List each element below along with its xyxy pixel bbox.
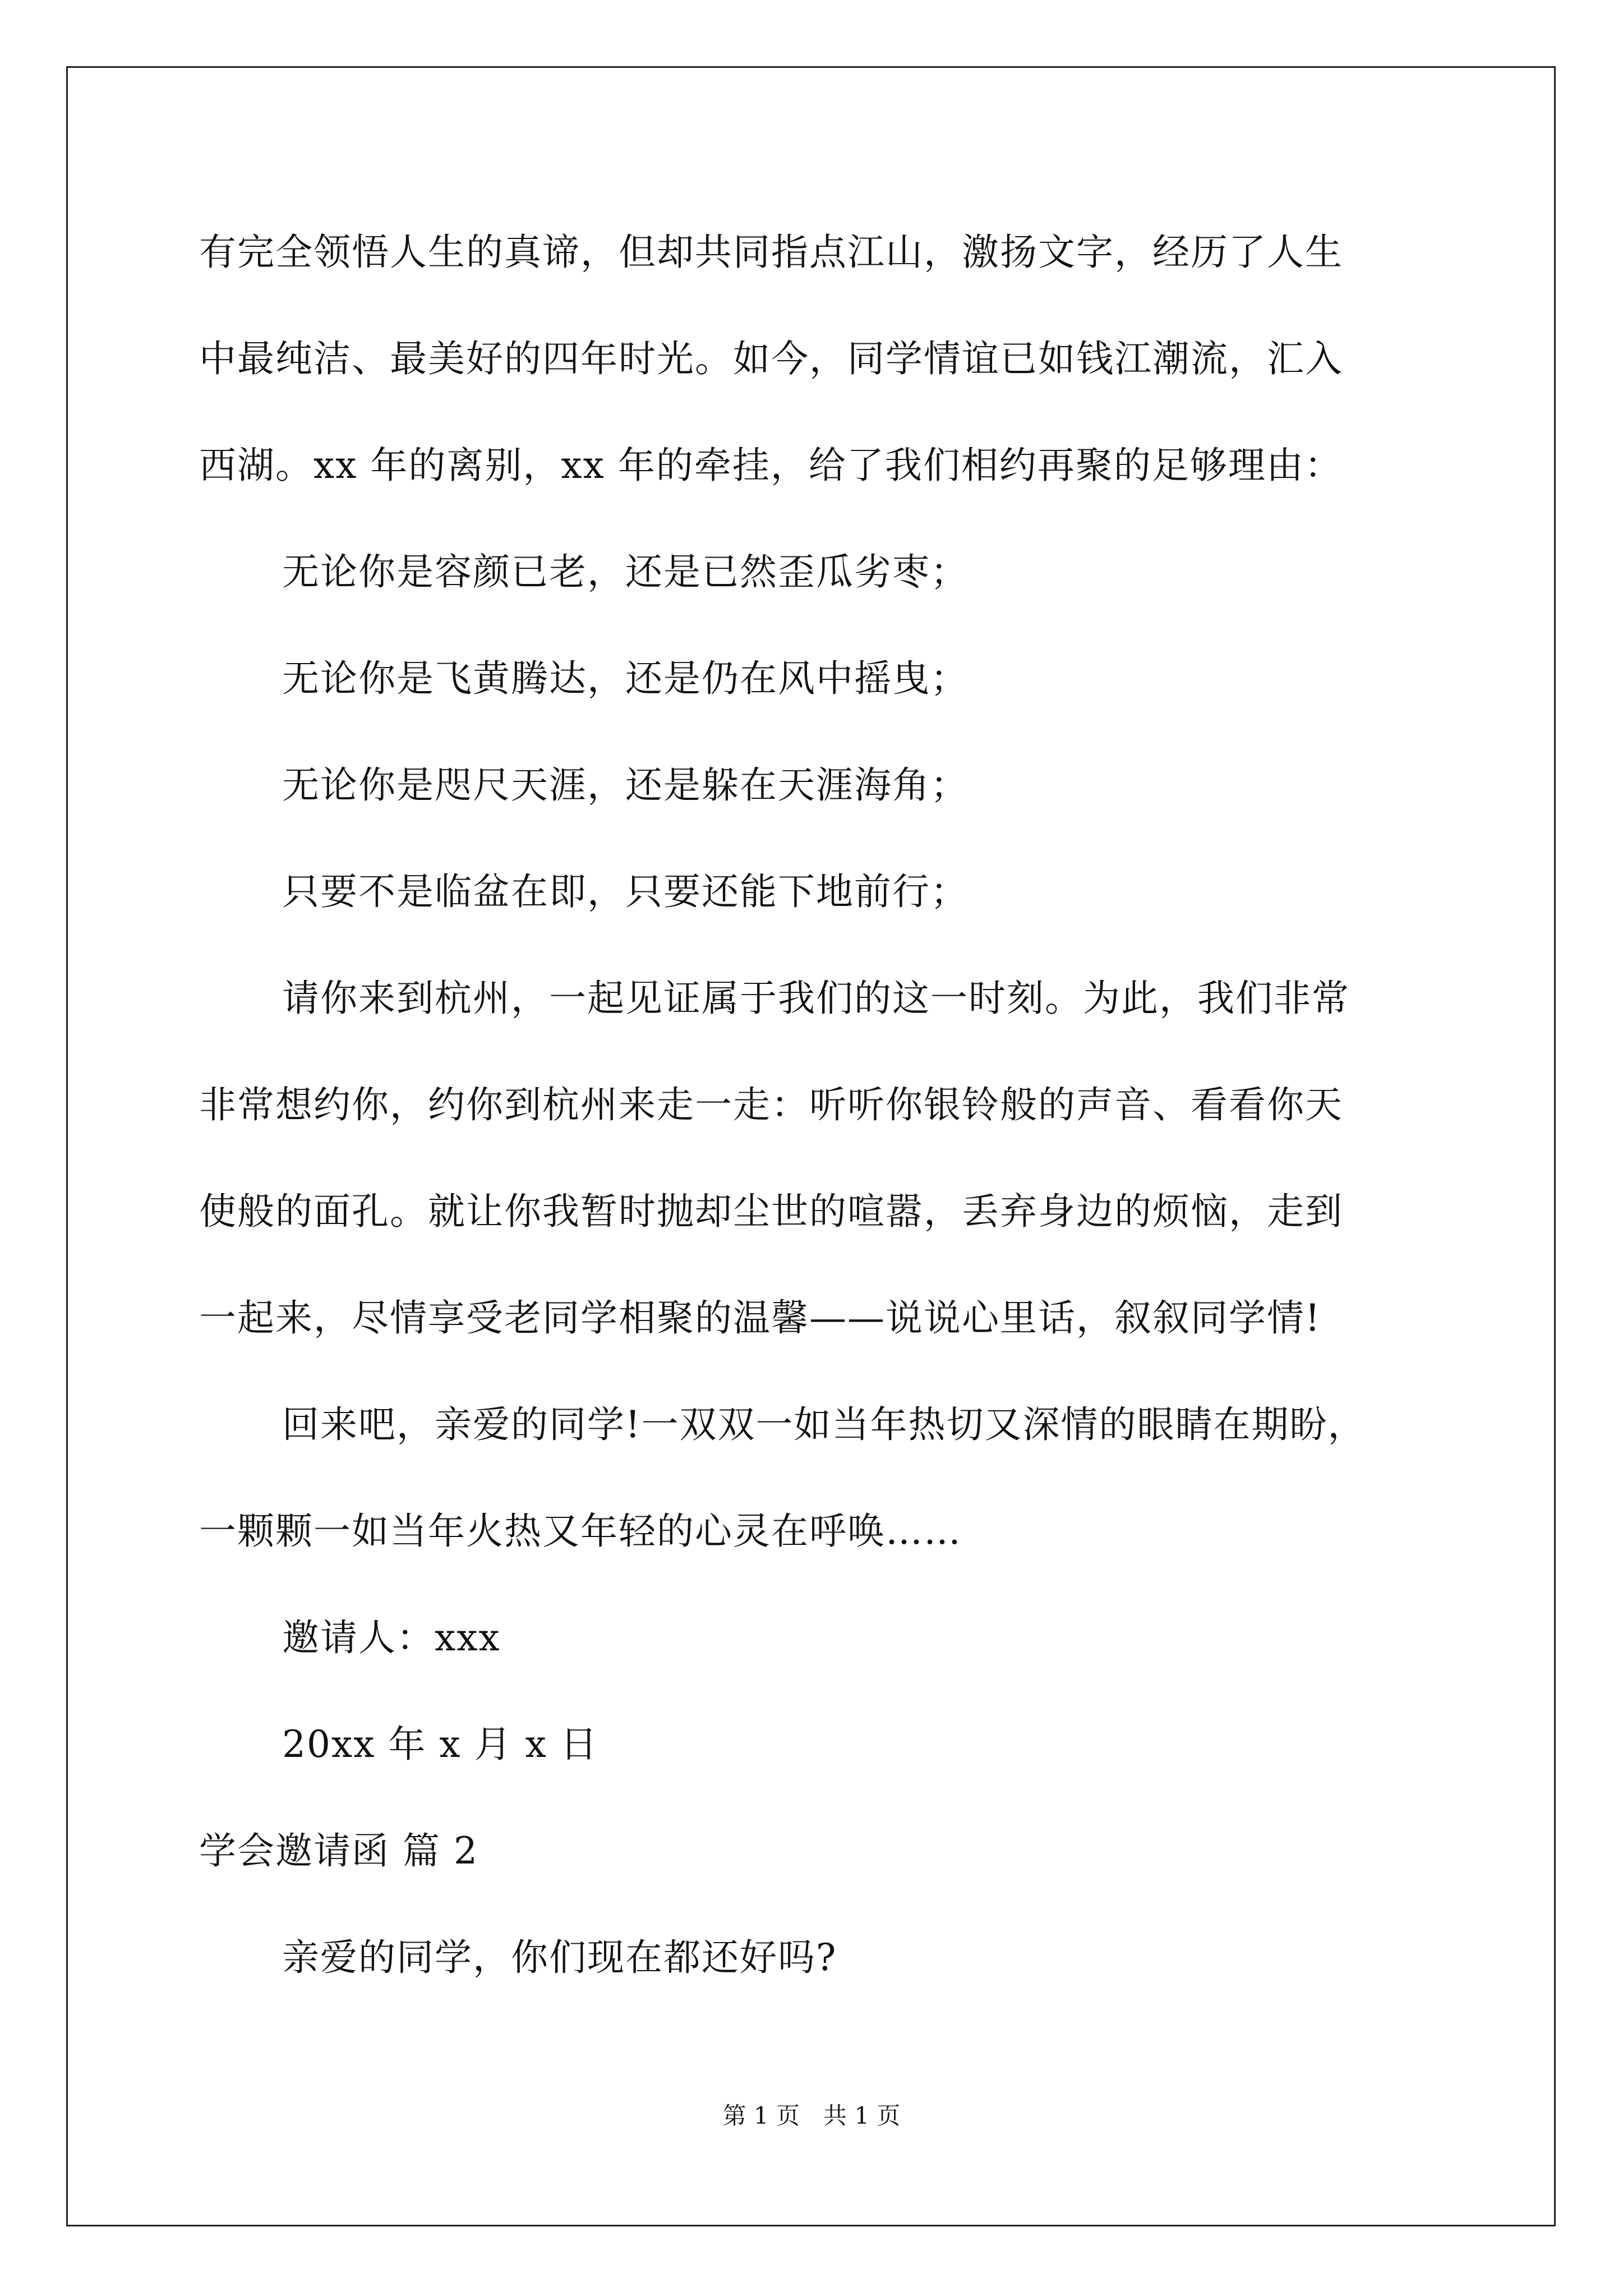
text-line: 无论你是容颜已老，还是已然歪瓜劣枣； xyxy=(282,550,969,593)
page-footer: 第 1 页 共 1 页 xyxy=(722,2102,901,2129)
section-heading: 学会邀请函 篇 2 xyxy=(199,1829,478,1872)
text-line: 回来吧，亲爱的同学!一双双一如当年热切又深情的眼睛在期盼， xyxy=(282,1403,1366,1446)
date-line: 20xx 年 x 月 x 日 xyxy=(282,1723,598,1766)
text-line: 无论你是飞黄腾达，还是仍在风中摇曳； xyxy=(282,657,969,700)
document-body xyxy=(199,219,1436,2031)
text-line: 西湖。xx 年的离别，xx 年的牵挂，给了我们相约再聚的足够理由： xyxy=(199,444,1343,487)
text-line: 使般的面孔。就让你我暂时抛却尘世的喧嚣，丢弃身边的烦恼，走到 xyxy=(199,1190,1343,1233)
text-line: 有完全领悟人生的真谛，但却共同指点江山，激扬文字，经历了人生 xyxy=(199,231,1343,274)
greeting-line: 亲爱的同学，你们现在都还好吗? xyxy=(282,1936,837,1979)
text-line: 中最纯洁、最美好的四年时光。如今，同学情谊已如钱江潮流，汇入 xyxy=(199,337,1343,380)
text-line: 只要不是临盆在即，只要还能下地前行； xyxy=(282,870,969,913)
text-line: 请你来到杭州，一起见证属于我们的这一时刻。为此，我们非常 xyxy=(282,977,1350,1020)
text-line: 一颗颗一如当年火热又年轻的心灵在呼唤…… xyxy=(199,1510,962,1553)
text-line: 非常想约你，约你到杭州来走一走：听听你银铃般的声音、看看你天 xyxy=(199,1083,1343,1126)
inviter-line: 邀请人：xxx xyxy=(282,1616,501,1659)
text-line: 无论你是咫尺天涯，还是躲在天涯海角； xyxy=(282,763,969,807)
text-line: 一起来，尽情享受老同学相聚的温馨——说说心里话，叙叙同学情! xyxy=(199,1296,1321,1340)
